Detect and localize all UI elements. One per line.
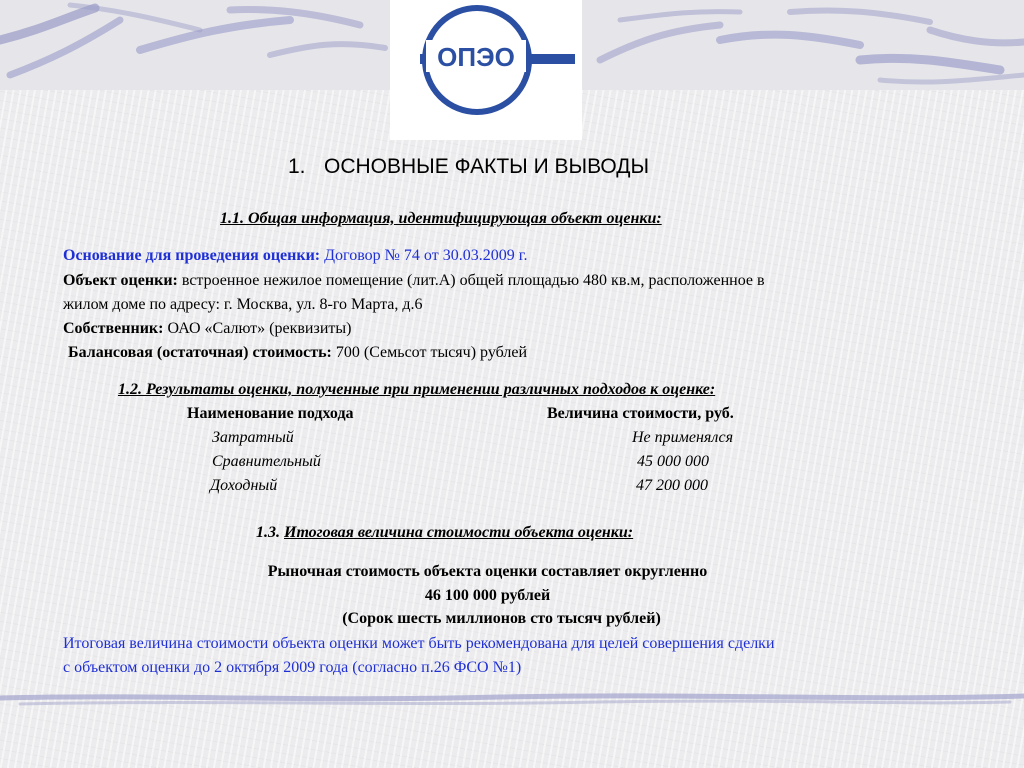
basis-label: Основание для проведения оценки: xyxy=(63,247,321,264)
market-value-words: (Сорок шесть миллионов сто тысяч рублей) xyxy=(342,610,661,627)
balance-label: Балансовая (остаточная) стоимость: xyxy=(68,344,332,361)
row-value-1: 45 000 000 xyxy=(637,453,709,470)
section-1-3-title xyxy=(256,524,633,542)
row-approach-2: Доходный xyxy=(210,477,278,494)
recommendation-line-2: с объектом оценки до 2 октября 2009 года (согласно п.26 ФСО №1) xyxy=(63,659,522,676)
title-text: ОСНОВНЫЕ ФАКТЫ И ВЫВОДЫ xyxy=(324,155,650,178)
row-value-2: 47 200 000 xyxy=(636,477,708,494)
market-value-line: Рыночная стоимость объекта оценки составляет округленно xyxy=(267,563,708,580)
col-header-approach: Наименование подхода xyxy=(187,405,354,422)
recommendation-line-1: Итоговая величина стоимости объекта оценки может быть рекомендована для целей совершения сделки xyxy=(63,635,775,652)
balance-line xyxy=(68,344,527,362)
col-header-value: Величина стоимости, руб. xyxy=(547,405,734,422)
row-approach-0: Затратный xyxy=(212,429,294,446)
owner-line xyxy=(63,320,351,338)
basis-value: Договор № 74 от 30.03.2009 г. xyxy=(324,247,528,264)
object-value-1: встроенное нежилое помещение (лит.А) общей площадью 480 кв.м, расположенное в xyxy=(181,272,765,289)
basis-line xyxy=(63,247,527,265)
market-value-amount: 46 100 000 рублей xyxy=(424,587,551,604)
object-value-2: жилом доме по адресу: г. Москва, ул. 8-го Марта, д.6 xyxy=(63,296,423,313)
page-title xyxy=(288,155,649,179)
row-value-0: Не применялся xyxy=(632,429,734,446)
section-1-3-text: Итоговая величина стоимости объекта оценки: xyxy=(284,524,634,541)
section-1-2-title: 1.2. Результаты оценки, полученные при применении различных подходов к оценке: xyxy=(118,381,716,398)
section-1-1-title: 1.1. Общая информация, идентифицирующая объект оценки: xyxy=(220,210,662,227)
object-line xyxy=(63,272,765,290)
owner-label: Собственник: xyxy=(63,320,164,337)
section-1-3-prefix: 1.3. xyxy=(256,524,280,541)
title-number: 1. xyxy=(288,155,306,178)
row-approach-1: Сравнительный xyxy=(212,453,321,470)
decorative-strokes-bottom xyxy=(0,690,1024,710)
object-label: Объект оценки: xyxy=(63,272,178,289)
logo-text: ОПЭО xyxy=(437,42,515,72)
balance-value: 700 (Семьсот тысяч) рублей xyxy=(335,344,528,361)
owner-value: ОАО «Салют» (реквизиты) xyxy=(167,320,352,337)
